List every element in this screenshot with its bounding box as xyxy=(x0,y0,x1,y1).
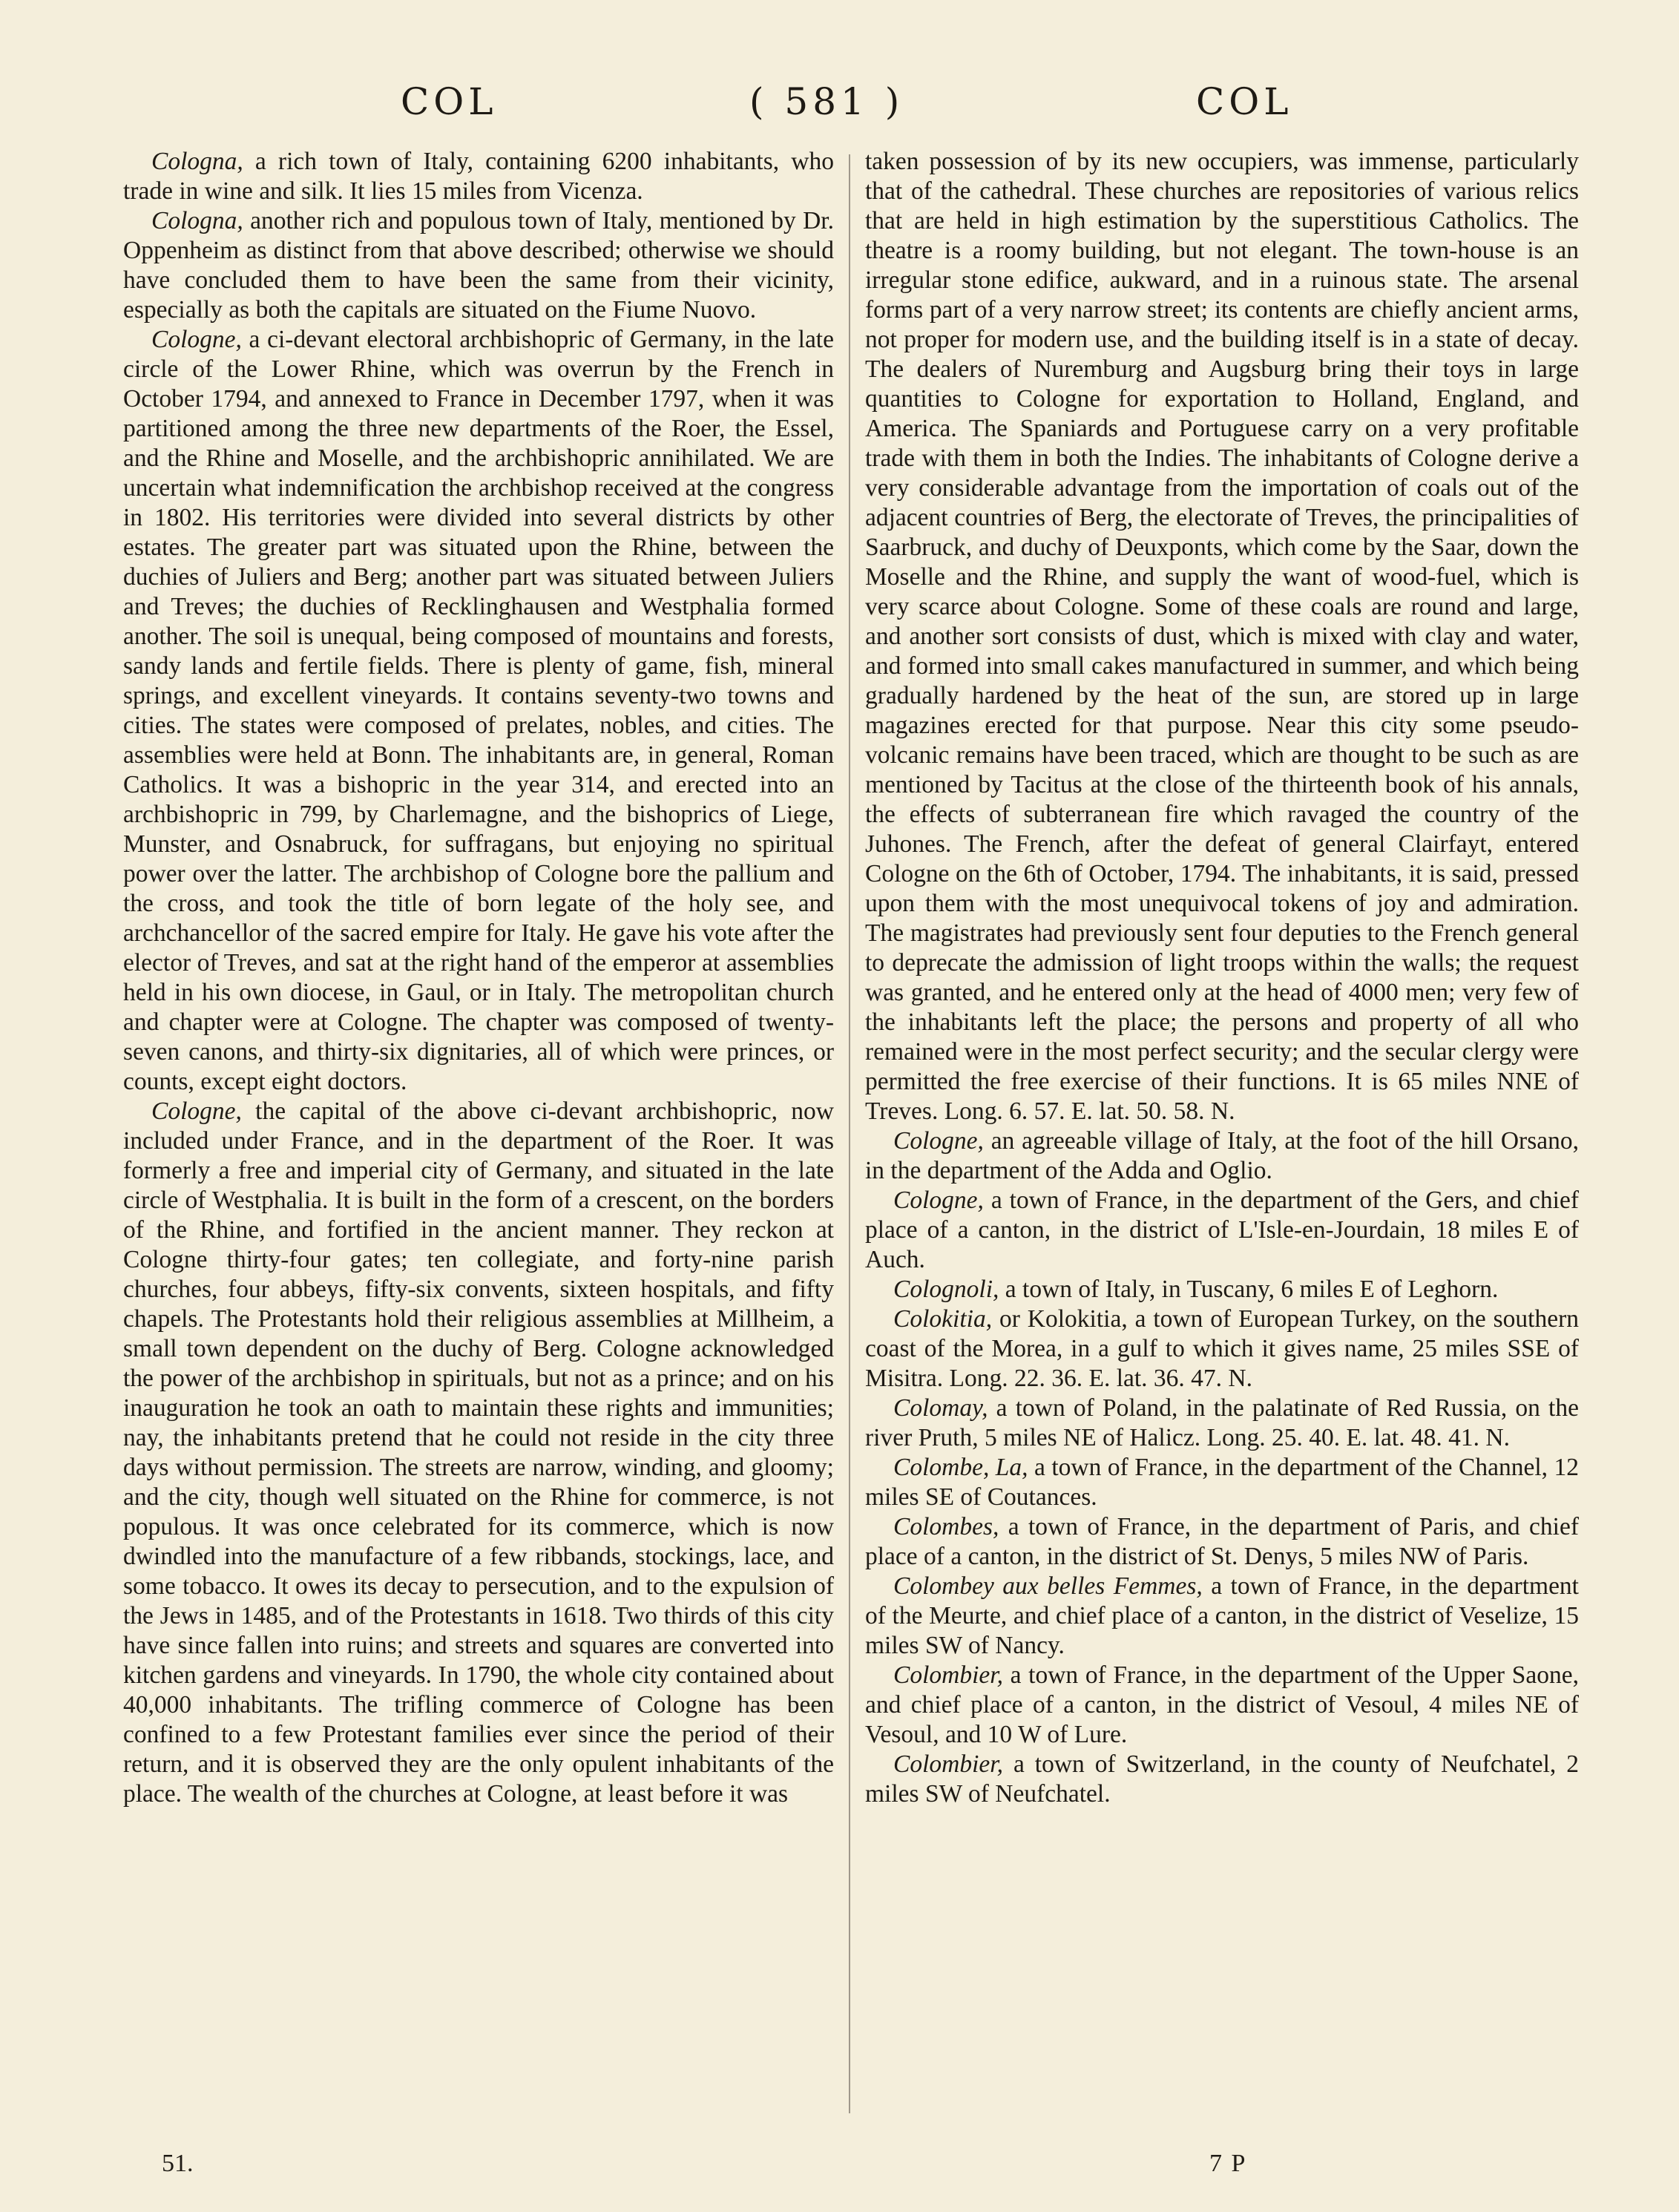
header-right: COL xyxy=(1196,80,1293,123)
entry-text: taken possession of by its new occupiers, was immense, particularly that of the cathedral. These churches are repositories of various relics that are held in high estimation by the superstitious Catholics. The theatre is a roomy building, but not elegant. The town-house is an irregular stone edifice, aukward, and in a ruinous state. The arsenal forms part of a very narrow street; its contents are chiefly ancient arms, not proper for modern use, and the building itself is in a state of decay. The dealers of Nuremburg and Augsburg bring their toys in large quantities to Cologne for exportation to Holland, England, and America. The Spaniards and Portuguese carry on a very profitable trade with them in both the Indies. The inhabitants of Cologne derive a very considerable advantage from the importation of coals out of the adjacent countries of Berg, the electorate of Treves, the principalities of Saarbruck, and duchy of Deuxponts, which come by the Saar, down the Moselle and the Rhine, and supply the want of wood-fuel, which is very scarce about Cologne. Some of these coals are round and large, and another sort consists of dust, which is mixed with clay and water, and formed into small cakes manufactured in summer, and which being gradually hardened by the heat of the sun, are stored up in large magazines erected for that purpose. Near this city some pseudo-volcanic remains have been traced, which are thought to be such as are mentioned by Tacitus at the close of the thirteenth book of his annals, the effects of subterranean fire which ravaged the country of the Juhones. The French, after the defeat of general Clairfayt, entered Cologne on the 6th of October, 1794. The inhabitants, it is said, pressed upon them with the most unequivocal tokens of joy and admiration. The magistrates had previously sent four deputies to the French general to deprecate the admission of light troops within the walls; the request was granted, and he entered only at the head of 4000 men; very few of the inhabitants left the place; the persons and property of all who remained were in the most perfect security; and the secular clergy were permitted the free exercise of their functions. It is 65 miles NNE of Treves. Long. 6. 57. E. lat. 50. 58. N. xyxy=(865,148,1579,1125)
entry xyxy=(865,1453,1579,1512)
entry-headword: Colombier, xyxy=(893,1750,1003,1778)
column-divider xyxy=(849,154,850,2113)
entry-text: the capital of the above ci-devant archbishopric, now included under France, and in the department of the Roer. It was formerly a free and imperial city of Germany, and situated in the late circle of Westphalia. It is built in the form of a crescent, on the borders of the Rhine, and fortified in the ancient manner. They reckon at Cologne thirty-four gates; ten collegiate, and forty-nine parish churches, four abbeys, fifty-six convents, sixteen hospitals, and fifty chapels. The Protestants hold their religious assemblies at Millheim, a small town dependent on the duchy of Berg. Cologne acknowledged the power of the archbishop in spirituals, but not as a prince; and on his inauguration he took an oath to maintain these rights and immunities; nay, the inhabitants pretend that he could not reside in the city three days without permission. The streets are narrow, winding, and gloomy; and the city, though well situated on the Rhine for commerce, is not populous. It was once celebrated for its commerce, which is now dwindled into the manufacture of a few ribbands, stockings, lace, and some tobacco. It owes its decay to persecution, and to the expulsion of the Jews in 1485, and of the Protestants in 1618. Two thirds of this city have since fallen into ruins; and streets and squares are converted into kitchen gardens and vineyards. In 1790, the whole city contained about 40,000 inhabitants. The trifling commerce of Cologne has been confined to a few Protestant families ever since the period of their return, and it is observed they are the only opulent inhabitants of the place. The wealth of the churches at Cologne, at least before it was xyxy=(123,1097,834,1808)
entry-continued xyxy=(865,147,1579,1126)
left-column xyxy=(123,147,834,2113)
entry-text: a town of Italy, in Tuscany, 6 miles E of Leghorn. xyxy=(999,1276,1499,1303)
entry-text: a town of France, in the department of the Gers, and chief place of a canton, in the district of L'Isle-en-Jourdain, 18 miles E of Auch. xyxy=(865,1187,1579,1273)
entry-text: a rich town of Italy, containing 6200 inhabitants, who trade in wine and silk. It lies 15 miles from Vicenza. xyxy=(123,148,834,205)
entry-headword: Cologne, xyxy=(893,1187,984,1214)
signature-mark-right: 7 P xyxy=(1209,2150,1247,2177)
entry xyxy=(865,1304,1579,1394)
entry xyxy=(865,1394,1579,1453)
entry xyxy=(865,1661,1579,1750)
entry-headword: Colokitia, xyxy=(893,1305,993,1333)
entry-text: a town of France, in the department of the Meurte, and chief place of a canton, in the district of Veselize, 15 miles SW of Nancy. xyxy=(865,1572,1579,1659)
entry xyxy=(865,1275,1579,1304)
entry-text: a town of Switzerland, in the county of Neufchatel, 2 miles SW of Neufchatel. xyxy=(865,1750,1579,1808)
entry-headword: Cologne, xyxy=(151,1097,242,1125)
entry-headword: Colomay, xyxy=(893,1394,988,1422)
entry-headword: Cologne, xyxy=(151,326,242,353)
entry xyxy=(865,1186,1579,1275)
entry-headword: Cologne, xyxy=(893,1127,984,1155)
entry xyxy=(123,206,834,325)
right-column xyxy=(865,147,1579,2113)
entry xyxy=(865,1126,1579,1186)
entry-text: an agreeable village of Italy, at the foot of the hill Orsano, in the department of the Adda and Oglio. xyxy=(865,1127,1579,1184)
entry xyxy=(123,1097,834,1809)
entry xyxy=(865,1512,1579,1572)
entry-headword: Colombe, La, xyxy=(893,1454,1028,1481)
entry-text: a ci-devant electoral archbishopric of Germany, in the late circle of the Lower Rhine, which was overrun by the French in October 1794, and annexed to France in December 1797, when it was partitioned among the three new departments of the Roer, the Essel, and the Rhine and Moselle, and the archbishopric annihilated. We are uncertain what indemnification the archbishop received at the congress in 1802. His territories were divided into several districts by other estates. The greater part was situated upon the Rhine, between the duchies of Juliers and Berg; another part was situated between Juliers and Treves; the duchies of Recklinghausen and Westphalia formed another. The soil is unequal, being composed of mountains and forests, sandy lands and fertile fields. There is plenty of game, fish, mineral springs, and excellent vineyards. It contains seventy-two towns and cities. The states were composed of prelates, nobles, and cities. The assemblies were held at Bonn. The inhabitants are, in general, Roman Catholics. It was a bishopric in the year 314, and erected into an archbishopric in 799, by Charlemagne, and the bishoprics of Liege, Munster, and Osnabruck, for suffragans, but enjoying no spiritual power over the latter. The archbishop of Cologne bore the pallium and the cross, and took the title of born legate of the holy see, and archchancellor of the sacred empire for Italy. He gave his vote after the elector of Treves, and sat at the right hand of the emperor at assemblies held in his own diocese, in Gaul, or in Italy. The metropolitan church and chapter were at Cologne. The chapter was composed of twenty-seven canons, and thirty-six dignitaries, all of which were princes, or counts, except eight doctors. xyxy=(123,326,834,1095)
running-head xyxy=(0,80,1679,140)
entry-headword: Cologna, xyxy=(151,148,243,175)
entry xyxy=(123,147,834,206)
entry-text: a town of France, in the department of the Channel, 12 miles SE of Coutances. xyxy=(865,1454,1579,1511)
entry-text: a town of France, in the department of Paris, and chief place of a canton, in the district of St. Denys, 5 miles NW of Paris. xyxy=(865,1513,1579,1570)
entry-headword: Cologna, xyxy=(151,207,243,234)
entry-text: a town of France, in the department of the Upper Saone, and chief place of a canton, in the district of Vesoul, 4 miles NE of Vesoul, and 10 W of Lure. xyxy=(865,1661,1579,1748)
header-left: COL xyxy=(401,80,498,123)
entry xyxy=(865,1572,1579,1661)
entry xyxy=(123,325,834,1097)
signature-mark-left: 51. xyxy=(162,2150,194,2177)
page-number: ( 581 ) xyxy=(749,80,904,123)
entry-headword: Colombes, xyxy=(893,1513,999,1540)
entry xyxy=(865,1750,1579,1809)
entry-text: another rich and populous town of Italy, mentioned by Dr. Oppenheim as distinct from that above described; otherwise we should have concluded them to have been the same from their vicinity, especially as both the capitals are situated on the Fiume Nuovo. xyxy=(123,207,834,324)
entry-headword: Colombey aux belles Femmes, xyxy=(893,1572,1203,1600)
entry-headword: Colognoli, xyxy=(893,1276,999,1303)
entry-text: or Kolokitia, a town of European Turkey, on the southern coast of the Morea, in a gulf to which it gives name, 25 miles SSE of Misitra. Long. 22. 36. E. lat. 36. 47. N. xyxy=(865,1305,1579,1392)
entry-text: a town of Poland, in the palatinate of Red Russia, on the river Pruth, 5 miles NE of Halicz. Long. 25. 40. E. lat. 48. 41. N. xyxy=(865,1394,1579,1451)
entry-headword: Colombier, xyxy=(893,1661,1003,1689)
